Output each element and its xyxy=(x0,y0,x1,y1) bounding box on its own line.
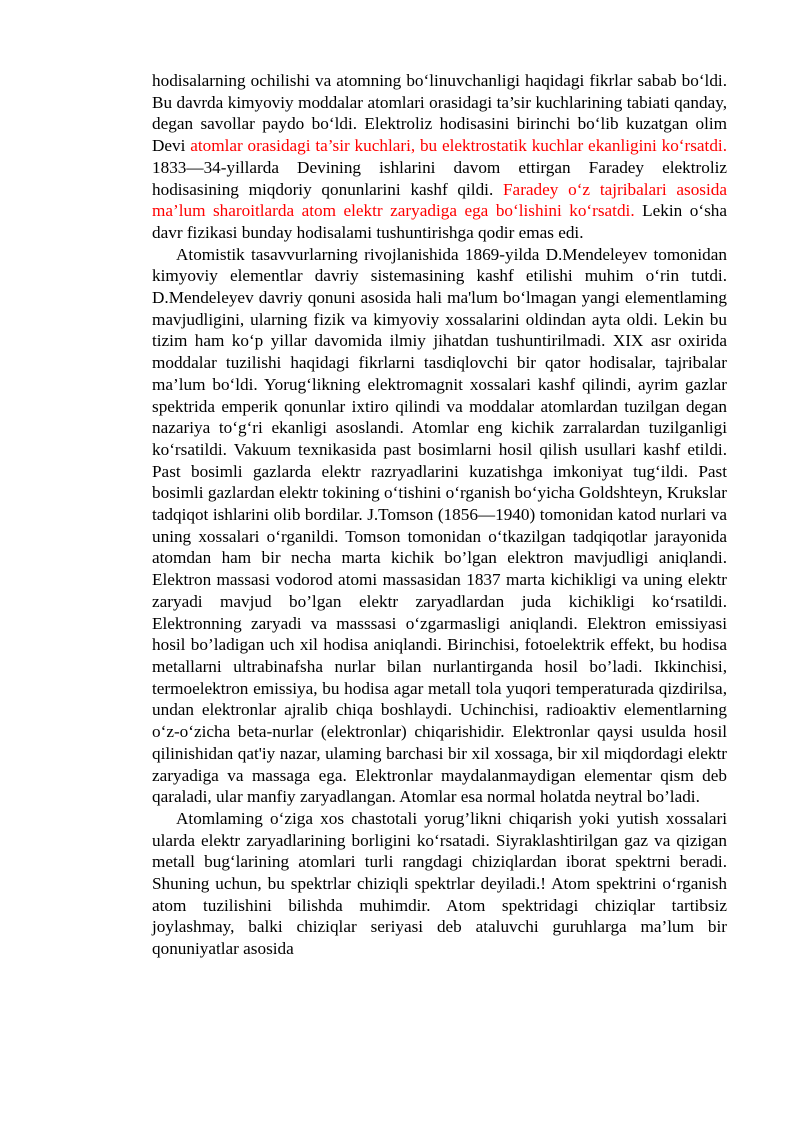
document-page xyxy=(152,70,727,960)
paragraph-1-text-e: Lekin o‘sha davr fizikasi bunday hodisalami tushuntirishga qodir emas edi. xyxy=(152,201,727,242)
paragraph-2: Atomistik tasavvurlarning rivojlanishida 1869-yilda D.Mendeleyev tomonidan kimyoviy elementlar davriy sistemasining kashf etilishi muhim o‘rin tutdi. D.Mendeleyev davriy qonuni asosida hali ma'lum bo‘lmagan yangi elementlaming mavjudligini, ularning fizik va kimyoviy xossalarini oldindan ayta oldi. Lekin bu tizim ham ko‘p yillar davomida ilmiy jihatdan tushuntirilmadi. XIX asr oxirida moddalar tuzilishi haqidagi fikrlarni tasdiqlovchi bir qator hodisalar, tajribalar ma’lum bo‘ldi. Yorug‘likning elektromagnit xossalari kashf qilindi, ayrim gazlar spektrida emperik qonunlar ixtiro qilindi va moddalar atomlardan tuzilgan degan nazariya to‘g‘ri ekanligi asoslandi. Atomlar eng kichik zarralardan tuzilganligi ko‘rsatildi. Vakuum texnikasida past bosimlarni hosil qilish usullari kashf etildi. Past bosimli gazlarda elektr razryadlarini kuzatishga imkoniyat tug‘ildi. Past bosimli gazlardan elektr tokining o‘tishini o‘rganish bo‘yicha Goldshteyn, Krukslar tadqiqot ishlarini olib bordilar. J.Tomson (1856—1940) tomonidan katod nurlari va uning xossalari o‘rganildi. Tomson tomonidan o‘tkazilgan tadqiqotlar jarayonida atomdan ham bir necha marta kichik bo’lgan elektron mavjudligi aniqlandi. Elektron massasi vodorod atomi massasidan 1837 marta kichikligi va uning elektr zaryadi mavjud bo’lgan elektr zaryadlardan juda kichikligi ko‘rsatildi. Elektronning zaryadi va masssasi o‘zgarmasligi aniqlandi. Elektron emissiyasi hosil bo’ladigan uch xil hodisa aniqlandi. Birinchisi, fotoelektrik effekt, bu hodisa metallarni ultrabinafsha nurlar bilan nurlantirganda hosil bo’ladi. Ikkinchisi, termoelektron emissiya, bu hodisa agar metall tola yuqori temperaturada qizdirilsa, undan elektronlar ajralib chiqa boshlaydi. Uchinchisi, radioaktiv elementlarning o‘z-o‘zicha beta-nurlar (elektronlar) chiqarishidir. Elektronlar qaysi usulda hosil qilinishidan qat'iy nazar, ulaming barchasi bir xil xossaga, bir xil miqdordagi elektr zaryadiga va massaga ega. Elektronlar maydalanmaydigan elementar qism deb qaraladi, ular manfiy zaryadlangan. Atomlar esa normal holatda neytral bo’ladi. xyxy=(152,244,727,807)
paragraph-1 xyxy=(152,70,727,244)
paragraph-1-text-a: hodisalarning ochilishi va atomning bo‘linuvchanligi haqidagi fikrlar sabab bo‘ldi. Bu davrda kimyoviy moddalar atomlari orasidagi ta’sir kuchlarining tabiati qanday, degan savollar paydo bo‘ldi. Elektroliz hodisasini birinchi bo‘lib kuzatgan olim Devi xyxy=(152,71,727,156)
paragraph-3: Atomlaming o‘ziga xos chastotali yorug’likni chiqarish yoki yutish xossalari ularda elektr zaryadlarining borligini ko‘rsatadi. Siyraklashtirilgan gaz va qizigan metall bug‘larining atomlari turli rangdagi chiziqlardan iborat spektrni beradi. Shuning uchun, bu spektrlar chiziqli spektrlar deyiladi.! Atom spektrini o‘rganish atom tuzilishini bilishda muhimdir. Atom spektridagi chiziqlar tartibsiz joylashmay, balki chiziqlar seriyasi deb ataluvchi guruhlarga ma’lum bir qonuniyatlar asosida xyxy=(152,808,727,959)
paragraph-1-text-c: 1833—34-yillarda Devining ishlarini davom ettirgan Faradey elektroliz hodisasining miqdoriy qonunlarini kashf qildi. xyxy=(152,157,727,199)
highlighted-text-devi: atomlar orasidagi ta’sir kuchlari, bu elektrostatik kuchlar ekanligini ko‘rsatdi. xyxy=(190,136,727,156)
highlighted-text-faradey: Faradey o‘z tajribalari asosida ma’lum sharoitlarda atom elektr zaryadiga ega bo‘lishini ko‘rsatdi. xyxy=(152,179,727,221)
